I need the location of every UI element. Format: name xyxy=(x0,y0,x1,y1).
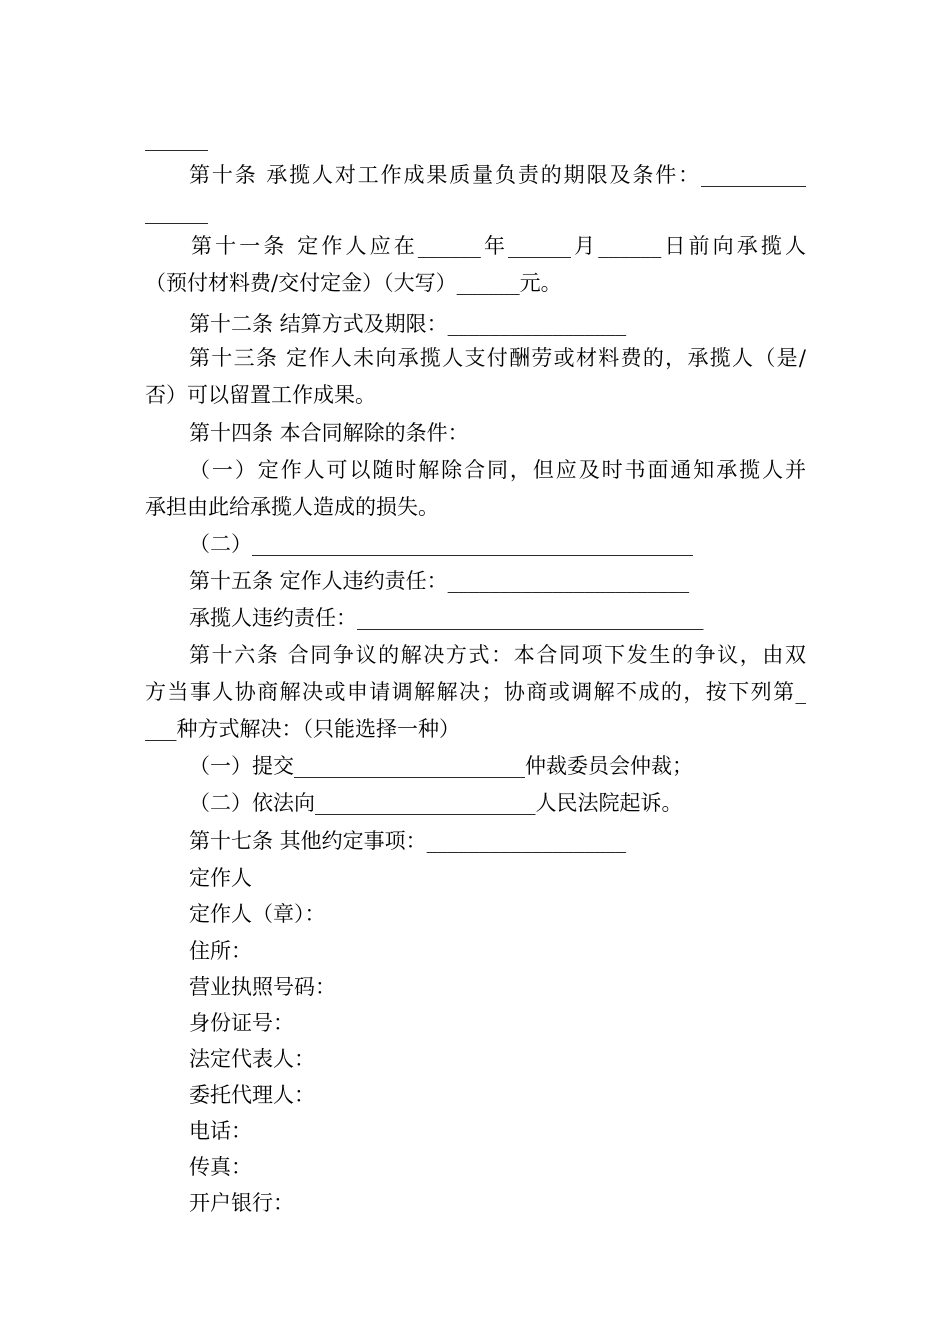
text-line: 电话： xyxy=(189,1119,252,1143)
text-line: 开户银行： xyxy=(189,1191,294,1215)
text-line: ___种方式解决：（只能选择一种） xyxy=(145,717,460,741)
text-line: 委托代理人： xyxy=(189,1083,315,1107)
text-line: 营业执照号码： xyxy=(189,975,336,999)
text-line: 第十四条 本合同解除的条件： xyxy=(189,421,469,445)
text-line: ______ xyxy=(145,127,208,151)
text-line: 定作人 xyxy=(189,866,252,890)
text-line: （二）依法向_____________________人民法院起诉。 xyxy=(189,791,683,815)
text-line: 第十二条 结算方式及期限：_________________ xyxy=(189,312,627,336)
text-line: ______ xyxy=(145,200,208,224)
text-line: 第十七条 其他约定事项：___________________ xyxy=(189,829,627,853)
text-line: 身份证号： xyxy=(189,1011,294,1035)
text-line: （预付材料费/交付定金）（大写）______元。 xyxy=(145,271,562,295)
text-line: 定作人（章）： xyxy=(189,902,326,926)
text-line: 传真： xyxy=(189,1155,252,1179)
text-line: （二）__________________________________________ xyxy=(189,532,693,556)
text-line: （一）提交______________________仲裁委员会仲裁； xyxy=(189,754,693,778)
text-line: 否）可以留置工作成果。 xyxy=(145,383,376,407)
text-line: 第十六条 合同争议的解决方式：本合同项下发生的争议，由双 xyxy=(189,643,806,667)
text-line: 法定代表人： xyxy=(189,1047,315,1071)
text-line: 第十条 承揽人对工作成果质量负责的期限及条件：__________ xyxy=(189,163,806,187)
text-line: 第十一条 定作人应在______年______月______日前向承揽人 xyxy=(191,234,806,258)
text-line: 承担由此给承揽人造成的损失。 xyxy=(145,495,439,519)
text-line: 第十三条 定作人未向承揽人支付酬劳或材料费的，承揽人（是/ xyxy=(189,346,806,370)
text-line: 承揽人违约责任：_________________________________ xyxy=(189,606,704,630)
text-line: （一）定作人可以随时解除合同，但应及时书面通知承揽人并 xyxy=(189,458,806,482)
text-line: 第十五条 定作人违约责任：_______________________ xyxy=(189,569,690,593)
text-line: 方当事人协商解决或申请调解解决；协商或调解不成的，按下列第_ xyxy=(145,680,806,704)
text-line: 住所： xyxy=(189,939,252,963)
